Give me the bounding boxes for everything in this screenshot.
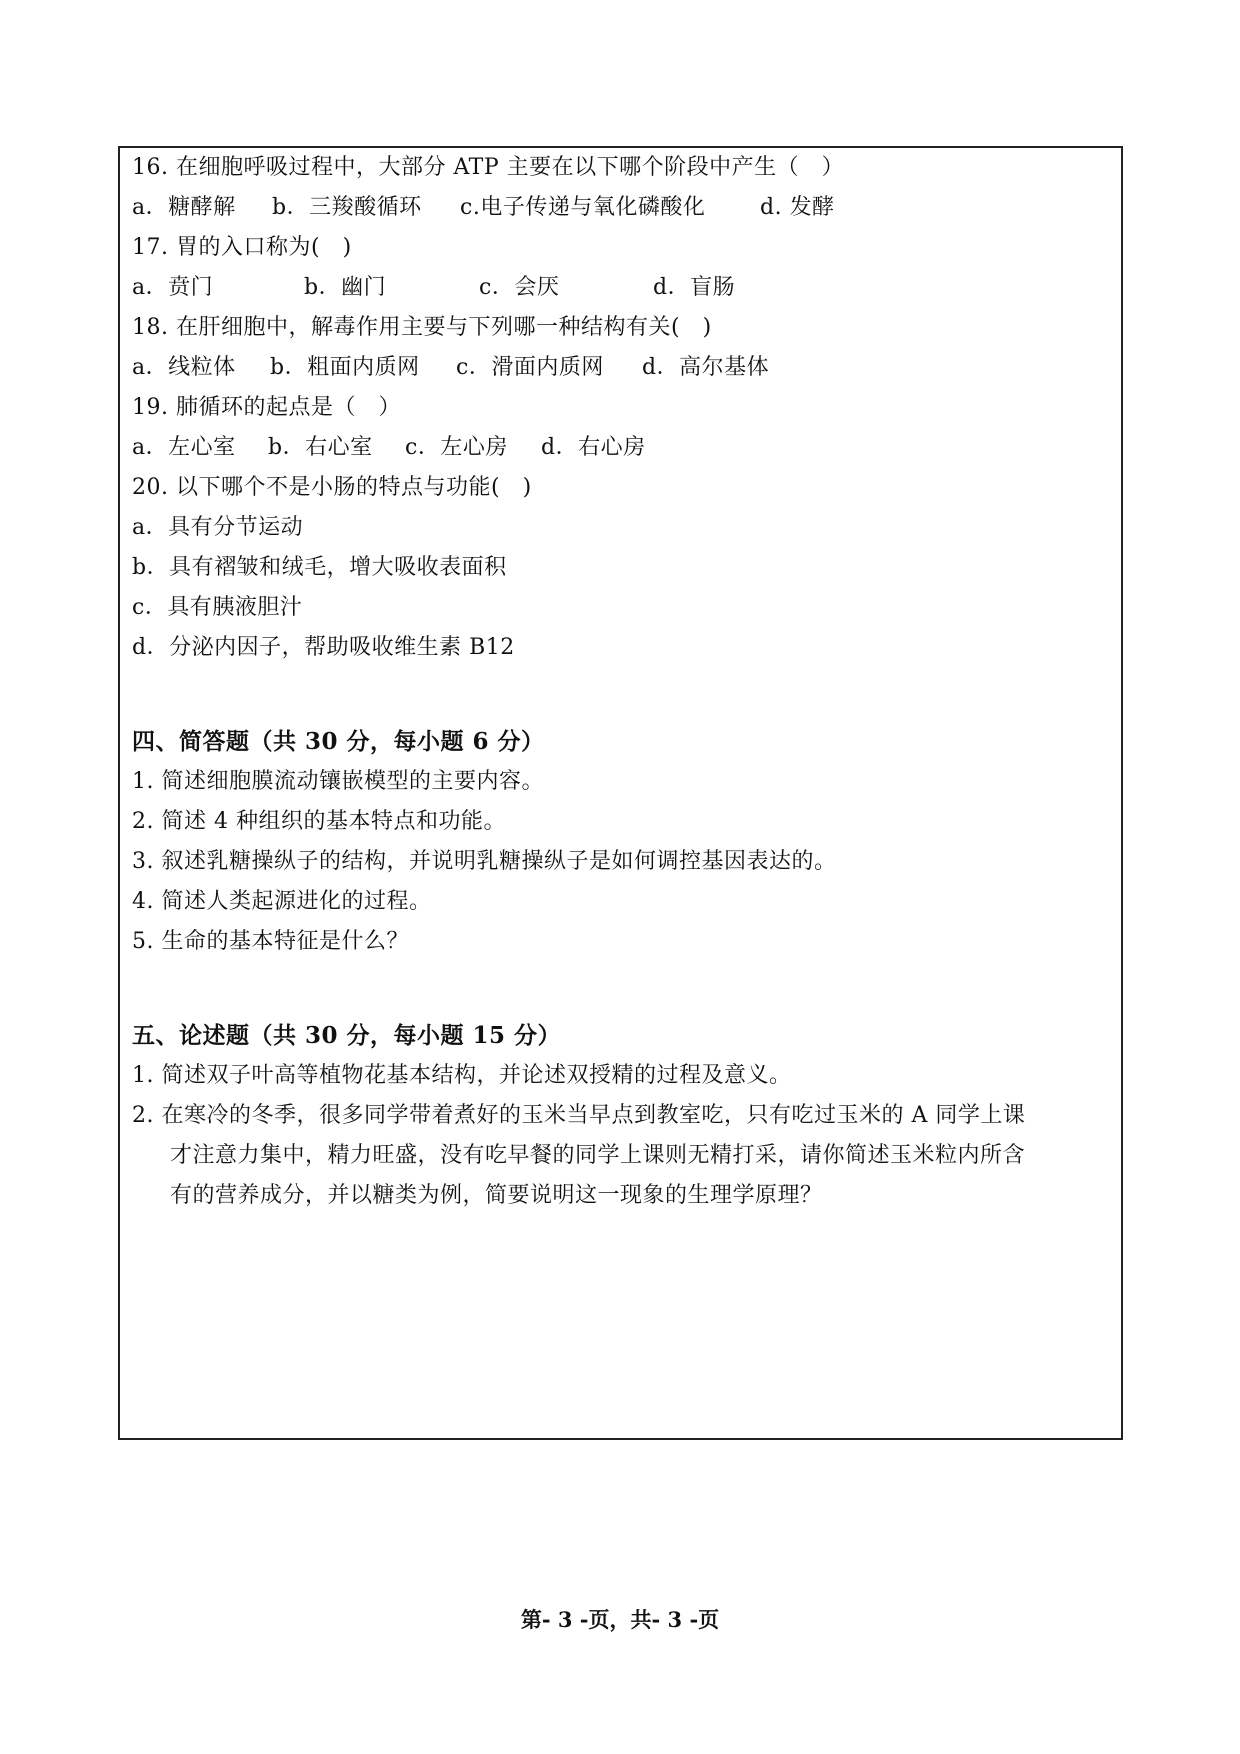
question-19-options [132, 428, 646, 468]
question-20-option-c: c．具有胰液胆汁 [132, 595, 303, 620]
option-c: c．会厌 [479, 275, 560, 300]
option-d: d. 发酵 [760, 195, 835, 220]
option-d: d．盲肠 [653, 275, 736, 300]
question-18-stem: 18. 在肝细胞中，解毒作用主要与下列哪一种结构有关( ) [132, 315, 712, 340]
question-20-option-b: b．具有褶皱和绒毛，增大吸收表面积 [132, 555, 507, 580]
option-a: a．线粒体 [132, 355, 236, 380]
question-20-option-a: a．具有分节运动 [132, 515, 304, 540]
question-20-option-d: d．分泌内因子，帮助吸收维生素 B12 [132, 635, 515, 660]
option-b: b．粗面内质网 [270, 355, 420, 380]
question-17-options [132, 268, 735, 308]
option-c: c．左心房 [405, 435, 508, 460]
essay-item-2-line-1: 2. 在寒冷的冬季，很多同学带着煮好的玉米当早点到教室吃，只有吃过玉米的 A 同学上课 [132, 1103, 1026, 1128]
option-a: a．糖酵解 [132, 195, 236, 220]
option-b: b．右心室 [268, 435, 373, 460]
short-answer-item-4: 4. 简述人类起源进化的过程。 [132, 889, 432, 914]
question-19-stem: 19. 肺循环的起点是（ ） [132, 395, 401, 420]
option-b: b．幽门 [304, 275, 387, 300]
page-footer: 第- 3 -页，共- 3 -页 [520, 1607, 720, 1632]
option-b: b．三羧酸循环 [272, 195, 422, 220]
option-d: d．高尔基体 [642, 355, 770, 380]
option-c: c．滑面内质网 [456, 355, 604, 380]
essay-item-2-line-2: 才注意力集中，精力旺盛，没有吃早餐的同学上课则无精打采，请你简述玉米粒内所含 [170, 1143, 1026, 1168]
question-16-stem: 16. 在细胞呼吸过程中，大部分 ATP 主要在以下哪个阶段中产生（ ） [132, 155, 845, 180]
essay-item-1: 1. 简述双子叶高等植物花基本结构，并论述双授精的过程及意义。 [132, 1063, 792, 1088]
short-answer-item-3: 3. 叙述乳糖操纵子的结构，并说明乳糖操纵子是如何调控基因表达的。 [132, 849, 837, 874]
option-c: c.电子传递与氧化磷酸化 [460, 195, 706, 220]
short-answer-item-5: 5. 生命的基本特征是什么？ [132, 929, 409, 954]
question-17-stem: 17. 胃的入口称为( ) [132, 235, 352, 260]
short-answer-item-2: 2. 简述 4 种组织的基本特点和功能。 [132, 809, 506, 834]
short-answer-heading: 四、简答题（共 30 分，每小题 6 分） [132, 728, 545, 755]
short-answer-item-1: 1. 简述细胞膜流动镶嵌模型的主要内容。 [132, 769, 544, 794]
option-d: d．右心房 [541, 435, 646, 460]
option-a: a．左心室 [132, 435, 236, 460]
option-a: a．贲门 [132, 275, 214, 300]
essay-item-2-line-3: 有的营养成分，并以糖类为例，简要说明这一现象的生理学原理？ [170, 1183, 823, 1208]
essay-heading: 五、论述题（共 30 分，每小题 15 分） [132, 1022, 562, 1049]
question-18-options [132, 348, 769, 388]
question-16-options [132, 188, 835, 228]
question-20-stem: 20. 以下哪个不是小肠的特点与功能( ) [132, 475, 532, 500]
exam-box [118, 146, 1123, 1440]
